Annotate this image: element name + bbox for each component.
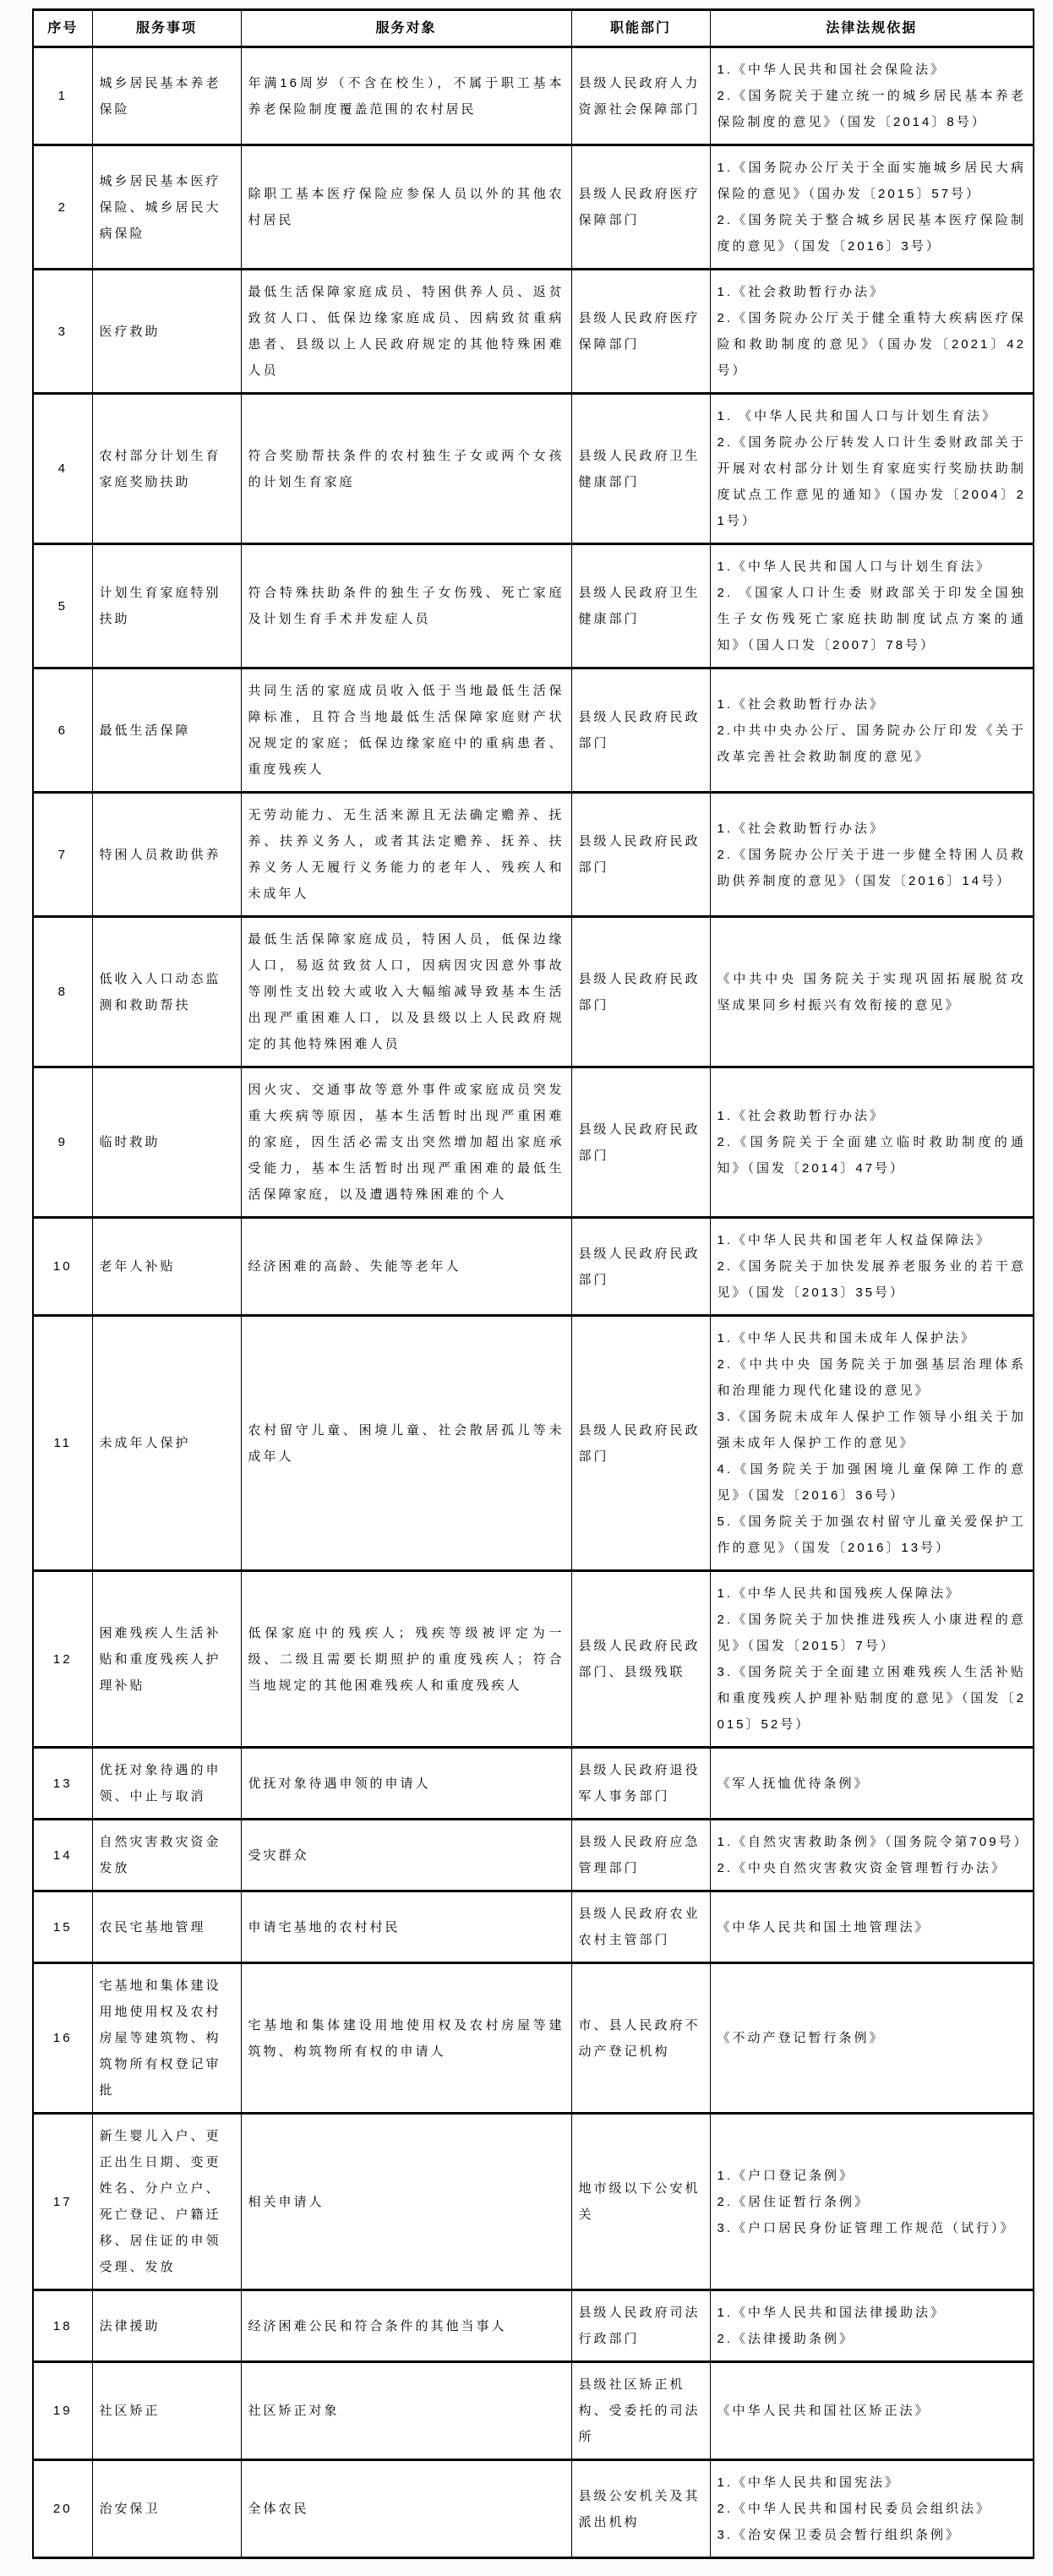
service-target-cell: 低保家庭中的残疾人；残疾等级被评定为一级、二级且需要长期照护的重度残疾人；符合当地规定的其他困难残疾人和重度残疾人 xyxy=(241,1571,571,1748)
service-target-cell: 社区矫正对象 xyxy=(241,2362,571,2460)
legal-basis-line: 2.《居住证暂行条例》 xyxy=(717,2194,870,2209)
legal-basis-line: 1.《中华人民共和国宪法》 xyxy=(717,2475,901,2490)
legal-basis-line: 3.《国务院未成年人保护工作领导小组关于加强未成年人保护工作的意见》 xyxy=(717,1410,1026,1450)
column-header-laws: 法律法规依据 xyxy=(710,10,1034,47)
table-row xyxy=(33,2114,1034,2290)
table-row xyxy=(33,1067,1034,1218)
legal-basis-line: 1.《中华人民共和国未成年人保护法》 xyxy=(717,1331,977,1345)
table-row xyxy=(33,1571,1034,1748)
department-cell: 地市级以下公安机关 xyxy=(571,2114,710,2290)
department-cell: 县级人民政府农业农村主管部门 xyxy=(571,1891,710,1963)
legal-basis-line: 2.《国务院关于加快推进残疾人小康进程的意见》（国发〔2015〕7号） xyxy=(717,1613,1026,1653)
legal-basis-line: 《中华人民共和国土地管理法》 xyxy=(717,1919,930,1935)
legal-basis-line: 1.《中华人民共和国老年人权益保障法》 xyxy=(717,1233,992,1247)
table-row xyxy=(33,394,1034,544)
legal-basis-line: 2. 《国家人口计生委 财政部关于印发全国独生子女伤残死亡家庭扶助制度试点方案的通知》（国人口发〔2007〕78号） xyxy=(717,586,1026,652)
department-cell: 县级人民政府卫生健康部门 xyxy=(571,544,710,669)
row-number-cell: 6 xyxy=(33,669,92,793)
service-item-cell: 自然灾害救灾资金发放 xyxy=(92,1820,241,1891)
legal-basis-line: 2.《中华人民共和国村民委员会组织法》 xyxy=(717,2502,992,2516)
service-target-cell: 无劳动能力、无生活来源且无法确定赡养、抚养、扶养义务人，或者其法定赡养、抚养、扶养义务人无履行义务能力的老年人、残疾人和未成年人 xyxy=(241,793,571,917)
legal-basis-cell xyxy=(710,793,1034,917)
legal-basis-line: 2.《法律援助条例》 xyxy=(717,2332,855,2346)
legal-basis-line: 《中华人民共和国社区矫正法》 xyxy=(717,2404,930,2418)
service-target-cell: 共同生活的家庭成员收入低于当地最低生活保障标准，且符合当地最低生活保障家庭财产状况规定的家庭；低保边缘家庭中的重病患者、重度残疾人 xyxy=(241,669,571,793)
service-item-cell: 新生婴儿入户、更正出生日期、变更姓名、分户立户、死亡登记、户籍迁移、居住证的申领受理、发放 xyxy=(92,2114,241,2290)
legal-basis-cell xyxy=(710,47,1034,145)
service-target-cell: 经济困难公民和符合条件的其他当事人 xyxy=(241,2290,571,2362)
table-row xyxy=(33,917,1034,1067)
service-item-cell: 法律援助 xyxy=(92,2290,241,2362)
legal-basis-cell xyxy=(710,2460,1034,2558)
table-row xyxy=(33,1218,1034,1316)
legal-basis-cell xyxy=(710,1571,1034,1748)
legal-basis-cell xyxy=(710,1820,1034,1891)
legal-basis-line: 2.《中共中央 国务院关于加强基层治理体系和治理能力现代化建设的意见》 xyxy=(717,1357,1026,1398)
service-target-cell: 农村留守儿童、困境儿童、社会散居孤儿等未成年人 xyxy=(241,1316,571,1571)
row-number-cell: 17 xyxy=(33,2114,92,2290)
legal-basis-line: 2.《国务院办公厅关于健全重特大疾病医疗保险和救助制度的意见》（国办发〔2021〕42号） xyxy=(717,311,1026,378)
legal-basis-line: 2.《国务院关于建立统一的城乡居民基本养老保险制度的意见》（国发〔2014〕8号） xyxy=(717,89,1026,129)
table-row xyxy=(33,2362,1034,2460)
department-cell: 县级人民政府医疗保障部门 xyxy=(571,270,710,394)
legal-basis-cell xyxy=(710,1067,1034,1218)
service-item-cell: 城乡居民基本养老保险 xyxy=(92,47,241,145)
service-target-cell: 宅基地和集体建设用地使用权及农村房屋等建筑物、构筑物所有权的申请人 xyxy=(241,1963,571,2114)
department-cell: 县级人民政府司法行政部门 xyxy=(571,2290,710,2362)
service-item-cell: 老年人补贴 xyxy=(92,1218,241,1316)
legal-basis-line: 1.《中华人民共和国社会保险法》 xyxy=(717,63,947,77)
legal-basis-line: 1. 《中华人民共和国人口与计划生育法》 xyxy=(717,409,998,423)
legal-basis-line: 1.《社会救助暂行办法》 xyxy=(717,285,886,299)
department-cell: 县级人民政府民政部门 xyxy=(571,1067,710,1218)
legal-basis-cell xyxy=(710,2362,1034,2460)
service-target-cell: 最低生活保障家庭成员、特困供养人员、返贫致贫人口、低保边缘家庭成员、因病致贫重病患者、县级以上人民政府规定的其他特殊困难人员 xyxy=(241,270,571,394)
department-cell: 县级人民政府应急管理部门 xyxy=(571,1820,710,1891)
table-row xyxy=(33,1820,1034,1891)
service-item-cell: 低收入人口动态监测和救助帮扶 xyxy=(92,917,241,1067)
row-number-cell: 14 xyxy=(33,1820,92,1891)
table-row xyxy=(33,1748,1034,1820)
legal-basis-line: 1.《中华人民共和国残疾人保障法》 xyxy=(717,1586,962,1601)
department-cell: 县级人民政府民政部门 xyxy=(571,1316,710,1571)
table-row xyxy=(33,793,1034,917)
department-cell: 县级人民政府医疗保障部门 xyxy=(571,145,710,270)
row-number-cell: 5 xyxy=(33,544,92,669)
department-cell: 市、县人民政府不动产登记机构 xyxy=(571,1963,710,2114)
row-number-cell: 3 xyxy=(33,270,92,394)
service-item-cell: 医疗救助 xyxy=(92,270,241,394)
department-cell: 县级人民政府民政部门 xyxy=(571,793,710,917)
table-row xyxy=(33,669,1034,793)
legal-basis-line: 1.《社会救助暂行办法》 xyxy=(717,696,886,712)
row-number-cell: 15 xyxy=(33,1891,92,1963)
service-target-cell: 申请宅基地的农村村民 xyxy=(241,1891,571,1963)
service-item-cell: 城乡居民基本医疗保险、城乡居民大病保险 xyxy=(92,145,241,270)
legal-basis-line: 2.《国务院关于加快发展养老服务业的若干意见》（国发〔2013〕35号） xyxy=(717,1259,1026,1300)
service-target-cell: 符合奖励帮扶条件的农村独生子女或两个女孩的计划生育家庭 xyxy=(241,394,571,544)
department-cell: 县级人民政府民政部门、县级残联 xyxy=(571,1571,710,1748)
legal-basis-cell xyxy=(710,669,1034,793)
table-row xyxy=(33,270,1034,394)
legal-basis-line: 1.《自然灾害救助条例》（国务院令第709号） xyxy=(717,1835,1029,1849)
legal-basis-cell xyxy=(710,1963,1034,2114)
service-item-cell: 临时救助 xyxy=(92,1067,241,1218)
department-cell: 县级人民政府人力资源社会保障部门 xyxy=(571,47,710,145)
legal-basis-line: 2.《国务院关于整合城乡居民基本医疗保险制度的意见》（国发〔2016〕3号） xyxy=(717,213,1026,254)
legal-basis-cell xyxy=(710,145,1034,270)
service-target-cell: 经济困难的高龄、失能等老年人 xyxy=(241,1218,571,1316)
legal-basis-cell xyxy=(710,1218,1034,1316)
department-cell: 县级人民政府民政部门 xyxy=(571,917,710,1067)
table-row xyxy=(33,1316,1034,1571)
service-item-cell: 农村部分计划生育家庭奖励扶助 xyxy=(92,394,241,544)
legal-basis-cell xyxy=(710,1748,1034,1820)
legal-basis-line: 1.《中华人民共和国法律援助法》 xyxy=(717,2306,947,2320)
column-header-no: 序号 xyxy=(33,10,92,47)
table-row xyxy=(33,2290,1034,2362)
legal-basis-line: 3.《治安保卫委员会暂行组织条例》 xyxy=(717,2528,962,2542)
table-row xyxy=(33,2460,1034,2558)
department-cell: 县级人民政府退役军人事务部门 xyxy=(571,1748,710,1820)
service-target-cell: 优抚对象待遇申领的申请人 xyxy=(241,1748,571,1820)
legal-basis-line: 《中共中央 国务院关于实现巩固拓展脱贫攻坚成果同乡村振兴有效衔接的意见》 xyxy=(717,971,1026,1012)
service-target-cell: 全体农民 xyxy=(241,2460,571,2558)
services-table xyxy=(32,8,1034,2559)
service-target-cell: 符合特殊扶助条件的独生子女伤残、死亡家庭及计划生育手术并发症人员 xyxy=(241,544,571,669)
legal-basis-cell xyxy=(710,917,1034,1067)
legal-basis-line: 2.《国务院办公厅转发人口计生委财政部关于开展对农村部分计划生育家庭实行奖励扶助制度试点工作意见的通知》（国办发〔2004〕21号） xyxy=(717,435,1026,528)
legal-basis-line: 1.《户口登记条例》 xyxy=(717,2168,855,2183)
row-number-cell: 18 xyxy=(33,2290,92,2362)
legal-basis-line: 5.《国务院关于加强农村留守儿童关爱保护工作的意见》（国发〔2016〕13号） xyxy=(717,1514,1026,1555)
legal-basis-line: 1.《中华人民共和国人口与计划生育法》 xyxy=(717,559,992,574)
legal-basis-line: 《不动产登记暂行条例》 xyxy=(717,2031,885,2045)
service-item-cell: 计划生育家庭特别扶助 xyxy=(92,544,241,669)
legal-basis-cell xyxy=(710,270,1034,394)
row-number-cell: 13 xyxy=(33,1748,92,1820)
legal-basis-line: 2.中共中央办公厅、国务院办公厅印发《关于改革完善社会救助制度的意见》 xyxy=(717,723,1026,764)
column-header-target: 服务对象 xyxy=(241,10,571,47)
legal-basis-line: 1.《社会救助暂行办法》 xyxy=(717,821,886,836)
table-row xyxy=(33,145,1034,270)
legal-basis-line: 2.《中央自然灾害救灾资金管理暂行办法》 xyxy=(717,1861,1007,1875)
legal-basis-cell xyxy=(710,1891,1034,1963)
column-header-item: 服务事项 xyxy=(92,10,241,47)
row-number-cell: 12 xyxy=(33,1571,92,1748)
legal-basis-line: 4.《国务院关于加强困境儿童保障工作的意见》（国发〔2016〕36号） xyxy=(717,1462,1026,1503)
legal-basis-cell xyxy=(710,1316,1034,1571)
service-item-cell: 优抚对象待遇的申领、中止与取消 xyxy=(92,1748,241,1820)
table-row xyxy=(33,47,1034,145)
service-target-cell: 因火灾、交通事故等意外事件或家庭成员突发重大疾病等原因，基本生活暂时出现严重困难的家庭，因生活必需支出突然增加超出家庭承受能力，基本生活暂时出现严重困难的最低生活保障家庭，以及遭遇特殊困难的个人 xyxy=(241,1067,571,1218)
row-number-cell: 2 xyxy=(33,145,92,270)
service-item-cell: 困难残疾人生活补贴和重度残疾人护理补贴 xyxy=(92,1571,241,1748)
row-number-cell: 11 xyxy=(33,1316,92,1571)
service-target-cell: 最低生活保障家庭成员，特困人员，低保边缘人口，易返贫致贫人口，因病因灾因意外事故等刚性支出较大或收入大幅缩减导致基本生活出现严重困难人口，以及县级以上人民政府规定的其他特殊困难人员 xyxy=(241,917,571,1067)
service-target-cell: 除职工基本医疗保险应参保人员以外的其他农村居民 xyxy=(241,145,571,270)
row-number-cell: 19 xyxy=(33,2362,92,2460)
legal-basis-line: 2.《国务院关于全面建立临时救助制度的通知》（国发〔2014〕47号） xyxy=(717,1135,1026,1176)
service-target-cell: 年满16周岁（不含在校生），不属于职工基本养老保险制度覆盖范围的农村居民 xyxy=(241,47,571,145)
legal-basis-cell xyxy=(710,544,1034,669)
row-number-cell: 8 xyxy=(33,917,92,1067)
service-item-cell: 最低生活保障 xyxy=(92,669,241,793)
department-cell: 县级人民政府民政部门 xyxy=(571,669,710,793)
legal-basis-cell xyxy=(710,2290,1034,2362)
service-item-cell: 治安保卫 xyxy=(92,2460,241,2558)
department-cell: 县级公安机关及其派出机构 xyxy=(571,2460,710,2558)
department-cell: 县级社区矫正机构、受委托的司法所 xyxy=(571,2362,710,2460)
service-target-cell: 相关申请人 xyxy=(241,2114,571,2290)
row-number-cell: 1 xyxy=(33,47,92,145)
department-cell: 县级人民政府卫生健康部门 xyxy=(571,394,710,544)
service-item-cell: 农民宅基地管理 xyxy=(92,1891,241,1963)
header-row xyxy=(33,10,1034,47)
row-number-cell: 9 xyxy=(33,1067,92,1218)
row-number-cell: 4 xyxy=(33,394,92,544)
legal-basis-line: 《军人抚恤优待条例》 xyxy=(717,1776,870,1791)
table-row xyxy=(33,1963,1034,2114)
legal-basis-line: 3.《国务院关于全面建立困难残疾人生活补贴和重度残疾人护理补贴制度的意见》（国发〔2015〕52号） xyxy=(717,1665,1026,1732)
service-item-cell: 社区矫正 xyxy=(92,2362,241,2460)
row-number-cell: 16 xyxy=(33,1963,92,2114)
row-number-cell: 20 xyxy=(33,2460,92,2558)
table-row xyxy=(33,1891,1034,1963)
legal-basis-line: 3.《户口居民身份证管理工作规范（试行）》 xyxy=(717,2220,1016,2235)
legal-basis-line: 1.《国务院办公厅关于全面实施城乡居民大病保险的意见》（国办发〔2015〕57号） xyxy=(717,161,1026,201)
legal-basis-line: 1.《社会救助暂行办法》 xyxy=(717,1109,886,1123)
service-target-cell: 受灾群众 xyxy=(241,1820,571,1891)
legal-basis-line: 2.《国务院办公厅关于进一步健全特困人员救助供养制度的意见》（国发〔2016〕14号） xyxy=(717,847,1026,888)
legal-basis-cell xyxy=(710,2114,1034,2290)
column-header-dept: 职能部门 xyxy=(571,10,710,47)
table-row xyxy=(33,544,1034,669)
legal-basis-cell xyxy=(710,394,1034,544)
service-item-cell: 宅基地和集体建设用地使用权及农村房屋等建筑物、构筑物所有权登记审批 xyxy=(92,1963,241,2114)
row-number-cell: 7 xyxy=(33,793,92,917)
service-item-cell: 未成年人保护 xyxy=(92,1316,241,1571)
service-item-cell: 特困人员救助供养 xyxy=(92,793,241,917)
department-cell: 县级人民政府民政部门 xyxy=(571,1218,710,1316)
row-number-cell: 10 xyxy=(33,1218,92,1316)
